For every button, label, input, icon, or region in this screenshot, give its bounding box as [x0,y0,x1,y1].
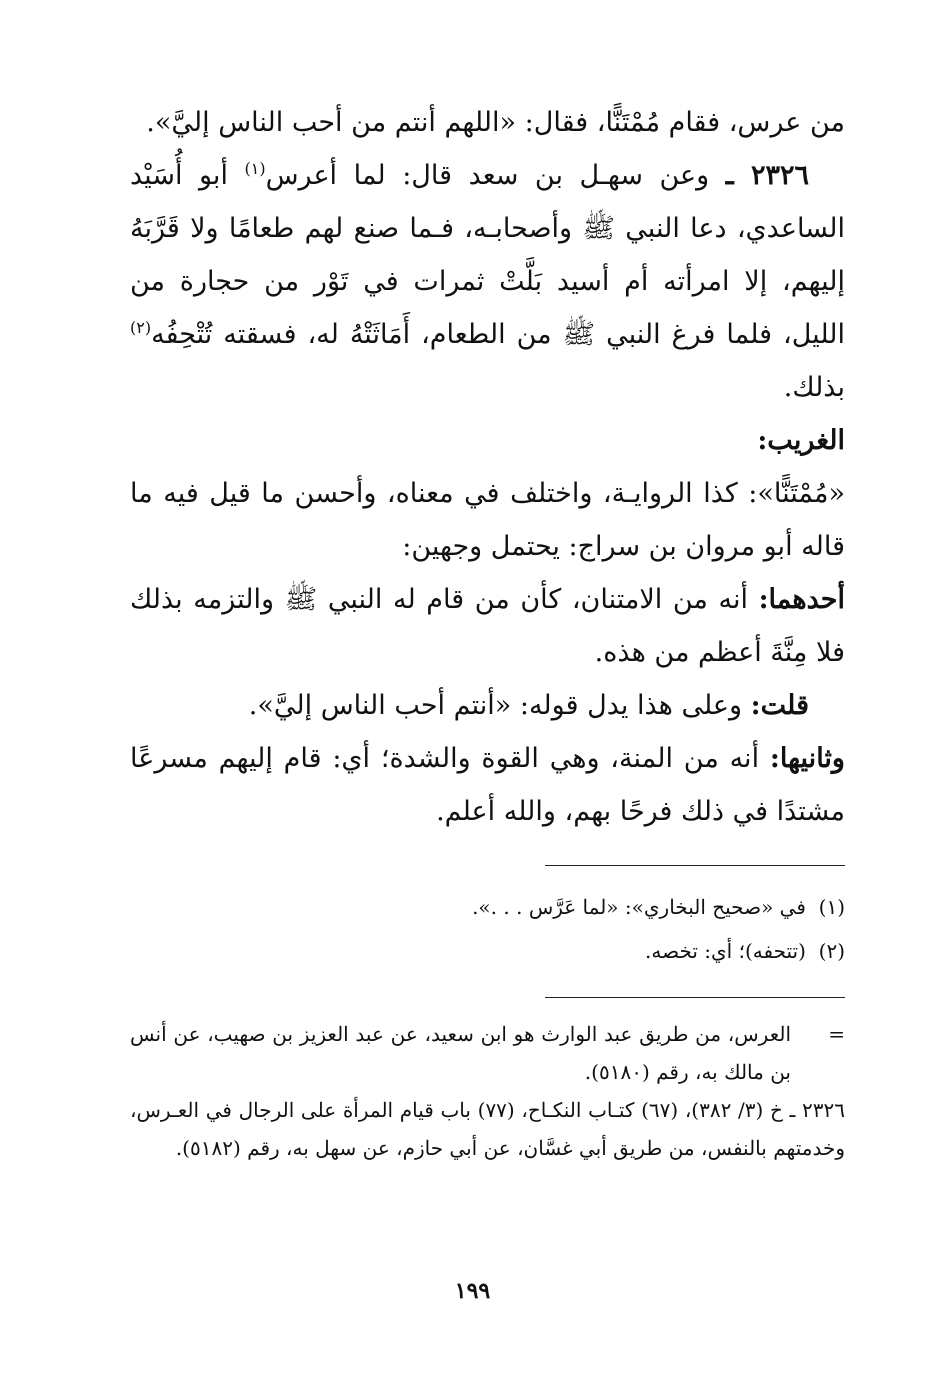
qultu-paragraph [130,679,845,732]
hadith-text-2: أبو أُسَيْد الساعدي، دعا النبي ﷺ وأصحابـه، فـما صنع لهم طعامًا ولا قَرَّبَهُ إليهم، إلا امرأته أم أسيد بَلَّتْ ثمرات في تَوْر من حجارة من الليل، فلما فرغ النبي ﷺ من الطعام، أَمَاثَتْهُ له، فسقته تُتْحِفُه [130,160,845,350]
page-number: ١٩٩ [454,1278,491,1304]
takhrij-continuation [130,1015,845,1091]
main-text [130,96,845,838]
footnote-2-text: (تتحفه)؛ أي: تخصه. [645,939,806,963]
footnote-1 [130,885,845,929]
opening-line: من عرس، فقام مُمْتَنًّا، فقال: «اللهم أنتم من أحب الناس إليَّ». [146,107,845,138]
footnote-1-number: (١) [818,895,845,919]
qultu-label: قلت: [750,690,809,721]
second-meaning [130,732,845,838]
first-meaning [130,573,845,679]
footnotes [130,885,845,973]
continuation-mark: = [828,1022,845,1046]
qultu-text: وعلى هذا يدل قوله: «أنتم أحب الناس إليَّ». [248,690,743,721]
footnote-2-number: (٢) [818,939,845,963]
takhrij-entry-2326: ٢٣٢٦ ـ خ (٣/ ٣٨٢)، (٦٧) كتـاب النكـاح، (٧٧) باب قيام المرأة على الرجال في العـرس، وخدمتهم بالنفس، من طريق أبي غسَّان، عن أبي حازم، عن سهل به، رقم (٥١٨٢). [130,1098,845,1160]
gharib-paragraph: «مُمْتَنًّا»: كذا الروايـة، واختلف في معناه، وأحسن ما قيل فيه ما قاله أبو مروان بن سراج: يحتمل وجهين: [130,478,845,562]
second-meaning-text: أنه من المنة، وهي القوة والشدة؛ أي: قام إليهم مسرعًا مشتدًا في ذلك فرحًا بهم، والله أعلم. [130,743,845,827]
gharib-heading [130,414,845,467]
takhrij-section [130,1015,845,1167]
continuation-text: العرس، من طريق عبد الوارث هو ابن سعيد، عن عبد العزيز بن صهيب، عن أنس بن مالك به، رقم (٥١٨٠). [130,1022,791,1084]
first-meaning-label: أحدهما: [758,584,845,615]
hadith-2326 [130,149,845,414]
footnote-2 [130,929,845,973]
hadith-text-1: وعن سهـل بن سعد قال: لما أعرس [265,160,710,191]
footnote-divider [545,865,845,866]
footnote-ref-1[interactable]: (١) [244,159,266,178]
second-meaning-label: وثانيها: [769,743,845,774]
footnote-ref-2[interactable]: (٢) [130,318,152,337]
hadith-text-3: بذلك. [783,372,845,403]
hadith-number: ٢٣٢٦ ـ [725,160,810,191]
footnote-1-text: في «صحيح البخاري»: «لما عَرَّس . . .». [472,895,806,919]
gharib-heading-text: الغريب: [757,425,845,456]
first-meaning-text: أنه من الامتنان، كأن من قام له النبي ﷺ والتزمه بذلك فلا مِنَّةَ أعظم من هذه. [130,584,845,668]
takhrij-divider [545,997,845,998]
